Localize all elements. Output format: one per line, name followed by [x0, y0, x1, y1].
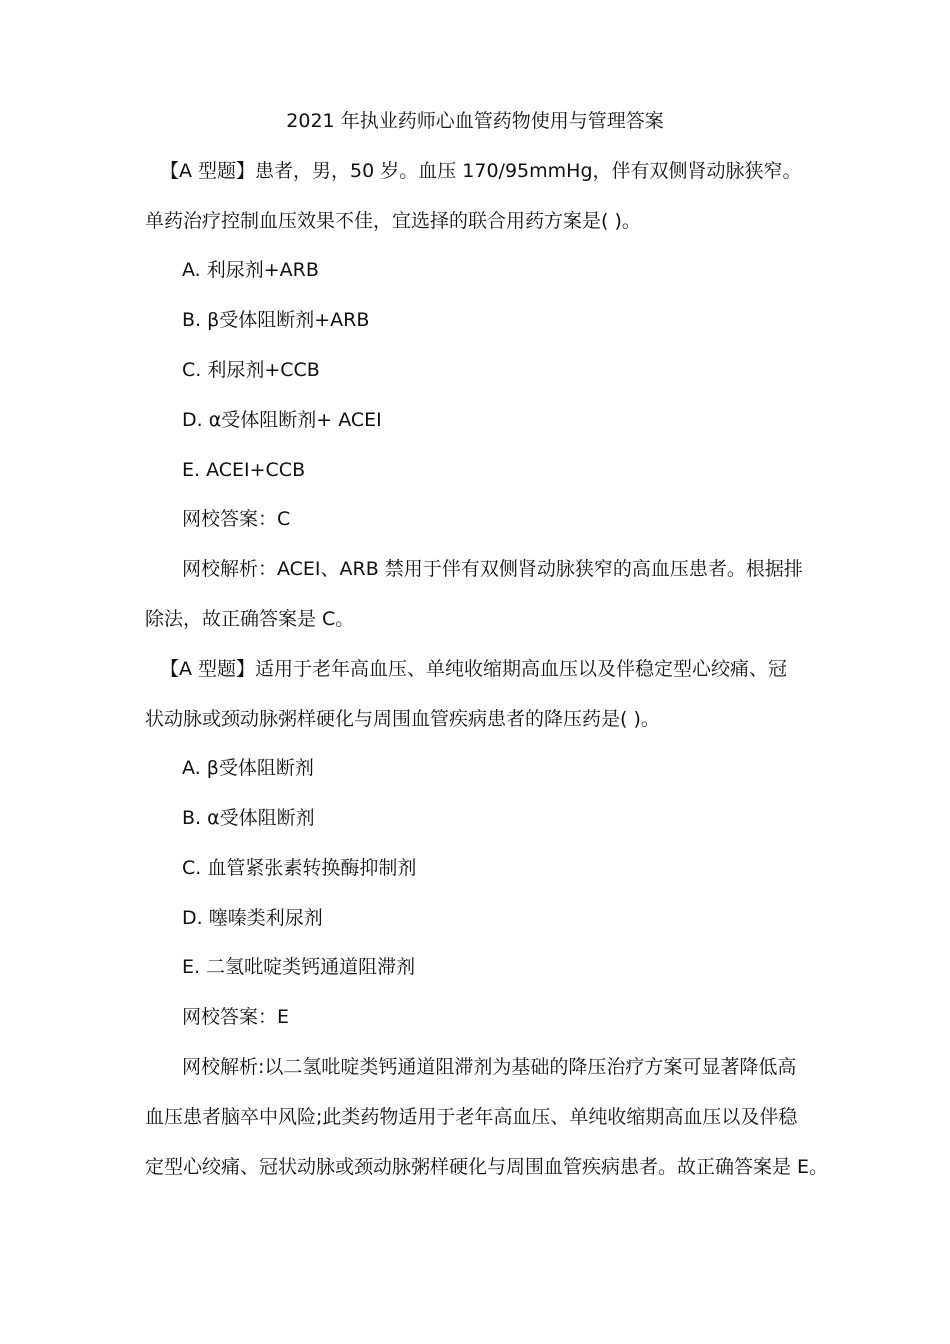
question-2-option-a: A. β受体阻断剂	[182, 757, 314, 779]
question-2-stem-line-2: 状动脉或颈动脉粥样硬化与周围血管疾病患者的降压药是( )。	[145, 708, 660, 730]
question-1-analysis-line-2: 除法，故正确答案是 C。	[145, 608, 355, 630]
question-2-answer: 网校答案：E	[182, 1006, 290, 1028]
document-title: 2021 年执业药师心血管药物使用与管理答案	[286, 110, 664, 132]
question-2-option-c: C. 血管紧张素转换酶抑制剂	[182, 857, 417, 879]
question-2-option-b: B. α受体阻断剂	[182, 807, 315, 829]
question-1-stem-line-1: 【A 型题】患者，男，50 岁。血压 170/95mmHg，伴有双侧肾动脉狭窄。	[160, 160, 802, 182]
question-2-analysis-line-3: 定型心绞痛、冠状动脉或颈动脉粥样硬化与周围血管疾病患者。故正确答案是 E。	[145, 1156, 829, 1178]
question-1-option-d: D. α受体阻断剂+ ACEI	[182, 409, 382, 431]
question-2-option-d: D. 噻嗪类利尿剂	[182, 907, 323, 929]
question-1-stem-line-2: 单药治疗控制血压效果不佳，宜选择的联合用药方案是( )。	[145, 210, 641, 232]
question-1-option-a: A. 利尿剂+ARB	[182, 259, 319, 281]
question-1-answer: 网校答案：C	[182, 508, 291, 530]
question-2-stem-line-1: 【A 型题】适用于老年高血压、单纯收缩期高血压以及伴稳定型心绞痛、冠	[160, 658, 788, 680]
question-1-analysis-line-1: 网校解析：ACEI、ARB 禁用于伴有双侧肾动脉狭窄的高血压患者。根据排	[182, 558, 803, 580]
question-1-option-b: B. β受体阻断剂+ARB	[182, 309, 370, 331]
question-2-option-e: E. 二氢吡啶类钙通道阻滞剂	[182, 956, 416, 978]
question-1-option-c: C. 利尿剂+CCB	[182, 359, 320, 381]
question-1-option-e: E. ACEI+CCB	[182, 459, 306, 481]
question-2-analysis-line-1: 网校解析:以二氢吡啶类钙通道阻滞剂为基础的降压治疗方案可显著降低高	[182, 1056, 797, 1078]
question-2-analysis-line-2: 血压患者脑卒中风险;此类药物适用于老年高血压、单纯收缩期高血压以及伴稳	[145, 1106, 798, 1128]
